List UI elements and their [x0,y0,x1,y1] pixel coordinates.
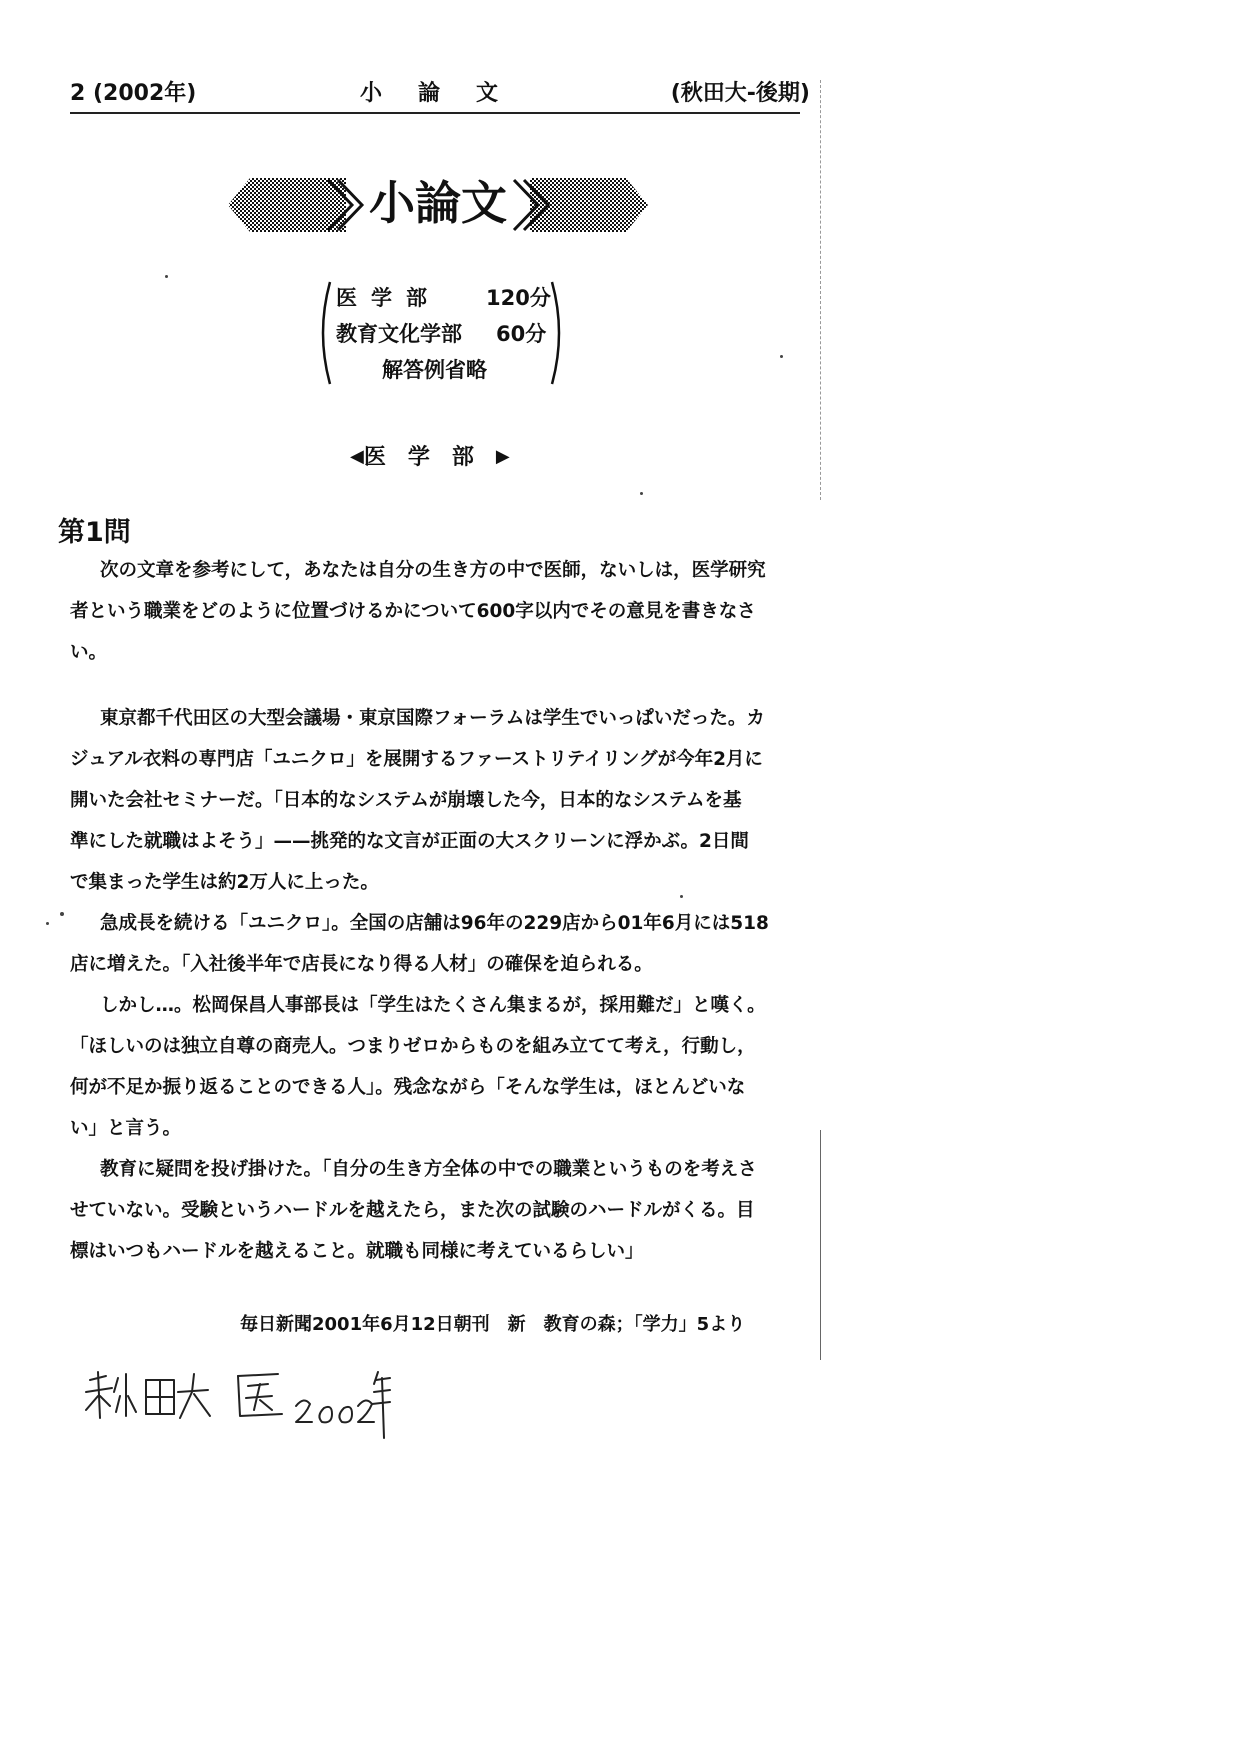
text-line: 者という職業をどのように位置づけるかについて600字以内でその意見を書きなさ [70,601,756,622]
text-line: 次の文章を参考にして，あなたは自分の生き方の中で医師，ないしは，医学研究 [100,560,766,581]
dept-name: 医学部 [336,286,441,310]
section-label [350,440,510,471]
question-prompt [70,550,810,673]
passage-paragraph [70,698,810,903]
text-line: い。 [70,642,108,663]
scan-speck [640,492,643,495]
dept-name: 教育文化学部 [336,322,462,346]
triangle-right-icon: ▶ [495,446,510,467]
scan-speck [46,922,49,925]
page-title: 小論文 [369,176,507,230]
text-line: しかし…。松岡保昌人事部長は「学生はたくさん集まるが，採用難だ」と嘆く。 [100,995,766,1016]
answer-note: 解答例省略 [382,358,487,382]
dept-minutes: 120分 [486,286,551,310]
dept-minutes: 60分 [496,322,547,346]
text-line: 急成長を続ける「ユニクロ」。全国の店舗は96年の229店から01年6月には518 [100,913,769,934]
title-banner [228,170,648,240]
passage-paragraph [70,903,810,985]
section-label-text: 医学部 [363,445,496,470]
text-line: 準にした就職はよそう」——挑発的な文言が正面の大スクリーンに浮かぶ。2日間 [70,831,749,852]
margin-rule [820,80,821,500]
scan-speck [680,895,683,898]
text-line: ジュアル衣料の専門店「ユニクロ」を展開するファーストリテイリングが今年2月に [70,749,763,770]
margin-rule-lower [820,1130,821,1360]
scan-speck [60,912,64,916]
scan-speck [165,275,168,278]
handwritten-note-signature [82,1362,392,1442]
text-line: 「ほしいのは独立自尊の商売人。つまりゼロからものを組み立てて考え，行動し， [70,1036,756,1057]
triangle-left-icon: ◀ [350,446,364,467]
text-line: い」と言う。 [70,1118,182,1139]
scan-speck [780,355,783,358]
source-citation: 毎日新聞2001年6月12日朝刊 新 教育の森；「学力」5より [240,1314,746,1335]
page-number-year: 2 (2002年) [70,81,197,106]
question-heading: 第1問 [58,517,131,548]
text-line: 標はいつもハードルを越えること。就職も同様に考えているらしい」 [70,1241,644,1262]
text-line: 店に増えた。「入社後半年で店長になり得る人材」の確保を迫られる。 [70,954,653,975]
text-line: で集まった学生は約2万人に上った。 [70,872,379,893]
passage-paragraph [70,985,810,1149]
header-subject: 小論文 [360,81,535,106]
passage-paragraph [70,1149,810,1272]
text-line: 教育に疑問を投げ掛けた。「自分の生き方全体の中での職業というものを考えさ [100,1159,757,1180]
page-header [70,72,810,114]
text-line: 開いた会社セミナーだ。「日本的なシステムが崩壊した今，日本的なシステムを基 [70,790,742,811]
time-allocation-box [316,278,566,388]
text-line: 何が不足か振り返ることのできる人」。残念ながら「そんな学生は，ほとんどいな [70,1077,746,1098]
text-line: 東京都千代田区の大型会議場・東京国際フォーラムは学生でいっぱいだった。カ [100,708,765,729]
text-line: せていない。受験というハードルを越えたら，また次の試験のハードルがくる。目 [70,1200,755,1221]
header-school: (秋田大-後期) [670,81,810,106]
